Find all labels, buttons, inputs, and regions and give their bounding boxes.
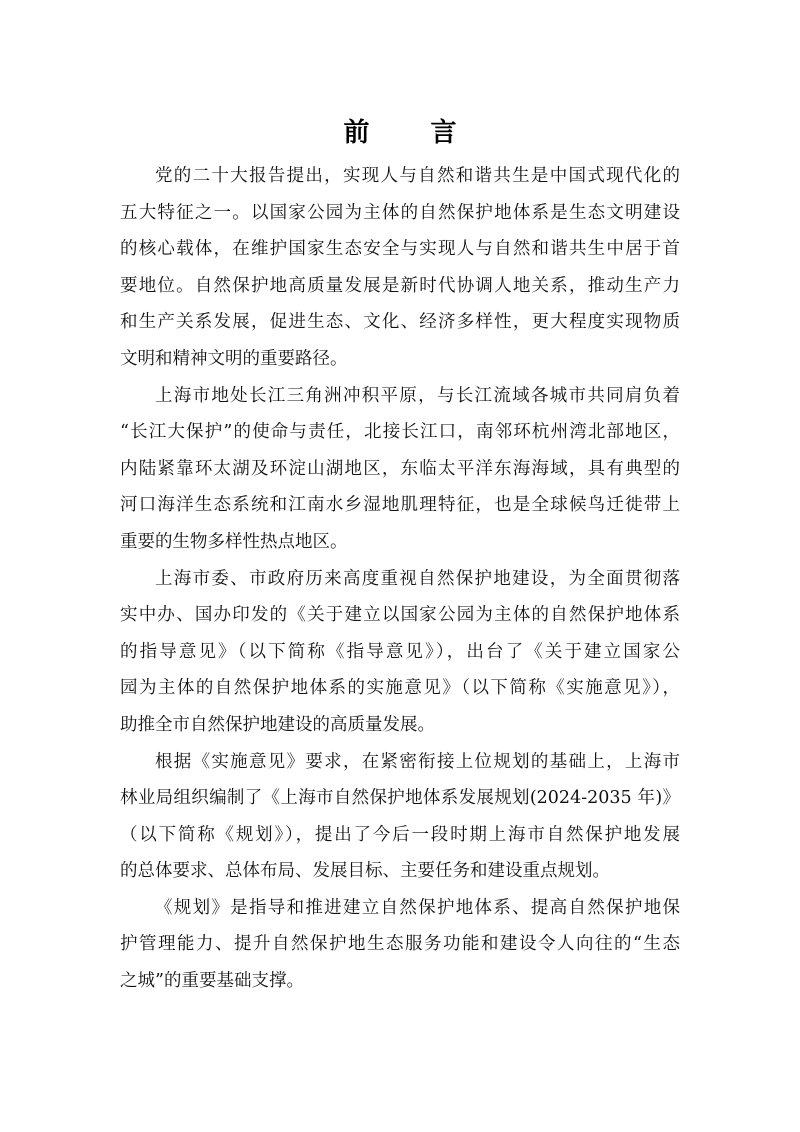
- text-line: 要地位。自然保护地高质量发展是新时代协调人地关系，推动生产力: [120, 275, 680, 296]
- text-line: 的总体要求、总体布局、发展目标、主要任务和建设重点规划。: [120, 861, 610, 882]
- paragraph-1: [120, 158, 680, 378]
- text-line: 林业局组织编制了《上海市自然保护地体系发展规划(2024-2035 年)》: [120, 788, 680, 809]
- text-line: （以下简称《规划》），提出了今后一段时期上海市自然保护地发展: [120, 824, 680, 845]
- text-line: 和生产关系发展，促进生态、文化、经济多样性，更大程度实现物质: [120, 312, 680, 333]
- text-line: 重要的生物多样性热点地区。: [120, 531, 348, 552]
- paragraph-4: [120, 744, 680, 890]
- text-line: 的核心载体，在维护国家生态安全与实现人与自然和谐共生中居于首: [120, 239, 680, 260]
- text-line: 之城”的重要基础支撑。: [120, 971, 304, 992]
- text-line: 上海市地处长江三角洲冲积平原，与长江流域各城市共同肩负着: [155, 385, 680, 406]
- text-line: 《规划》是指导和推进建立自然保护地体系、提高自然保护地保: [155, 897, 680, 918]
- text-line: 河口海洋生态系统和江南水乡湿地肌理特征，也是全球候鸟迁徙带上: [120, 495, 680, 516]
- text-line: 内陆紧靠环太湖及环淀山湖地区，东临太平洋东海海域，具有典型的: [120, 458, 680, 479]
- text-line: 助推全市自然保护地建设的高质量发展。: [120, 714, 435, 735]
- text-line: “长江大保护”的使命与责任，北接长江口，南邻环杭州湾北部地区，: [120, 422, 680, 443]
- paragraph-2: [120, 378, 680, 561]
- text-line: 五大特征之一。以国家公园为主体的自然保护地体系是生态文明建设: [120, 202, 680, 223]
- text-line: 实中办、国办印发的《关于建立以国家公园为主体的自然保护地体系: [120, 605, 680, 626]
- text-line: 的指导意见》（以下简称《指导意见》），出台了《关于建立国家公: [120, 641, 680, 662]
- text-line: 园为主体的自然保护地体系的实施意见》（以下简称《实施意见》），: [120, 678, 680, 699]
- text-line: 文明和精神文明的重要路径。: [120, 348, 348, 369]
- text-line: 护管理能力、提升自然保护地生态服务功能和建设令人向往的“生态: [120, 934, 680, 955]
- text-line: 根据《实施意见》要求，在紧密衔接上位规划的基础上，上海市: [155, 751, 680, 772]
- paragraph-3: [120, 561, 680, 744]
- page-title: 前 言: [343, 118, 483, 148]
- document-body: [120, 158, 680, 1000]
- text-line: 上海市委、市政府历来高度重视自然保护地建设，为全面贯彻落: [155, 568, 680, 589]
- paragraph-5: [120, 890, 680, 1000]
- text-line: 党的二十大报告提出，实现人与自然和谐共生是中国式现代化的: [155, 166, 680, 186]
